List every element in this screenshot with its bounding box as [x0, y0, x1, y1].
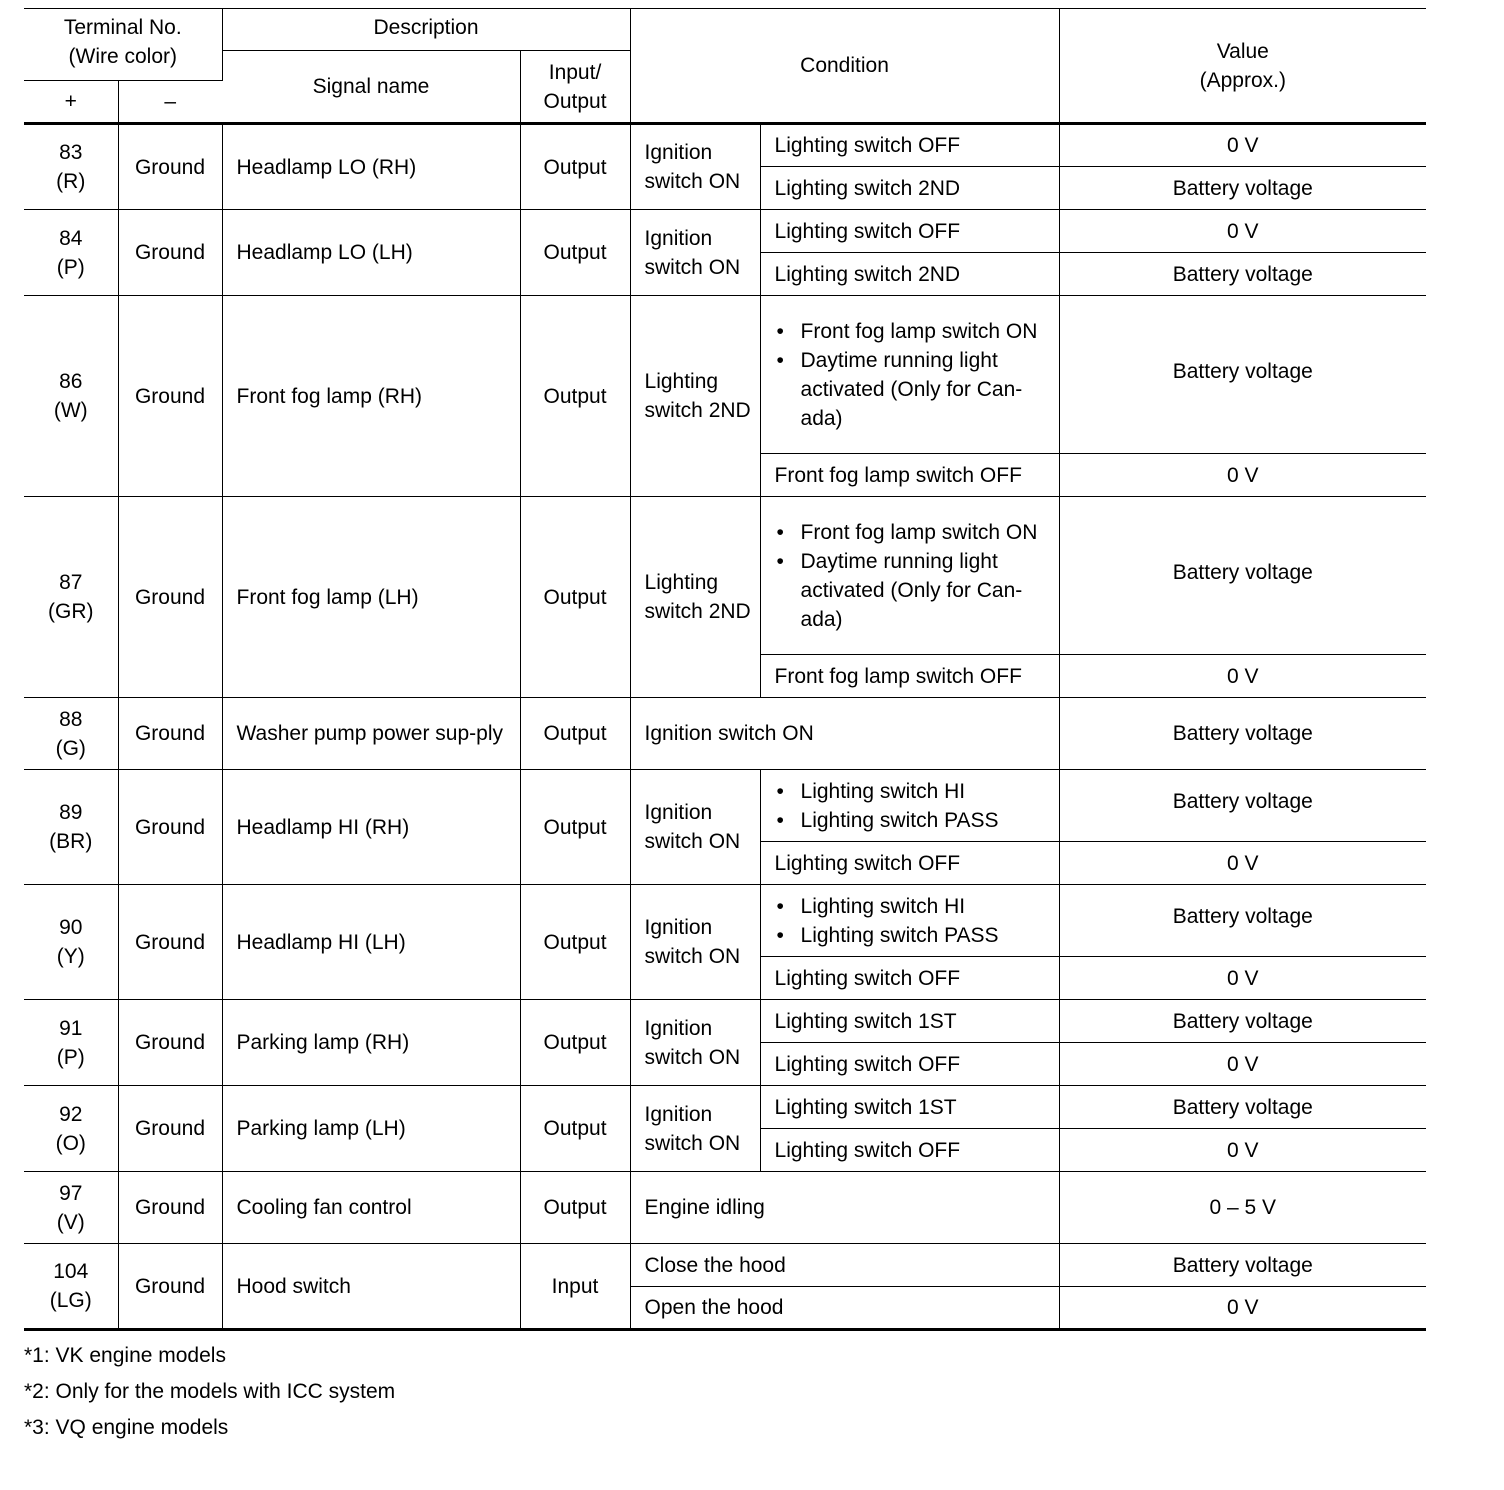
ground-cell: Ground — [118, 1244, 222, 1330]
condition-bullet-list — [763, 518, 1059, 634]
signal-name-cell: Headlamp LO (LH) — [222, 210, 520, 296]
condition-bullet-item: • Lighting switch PASS — [777, 806, 1059, 835]
ground-cell: Ground — [118, 770, 222, 885]
terminal-spec-table — [24, 8, 1426, 1331]
condition-sub-cell: Lighting switch OFF — [760, 957, 1059, 1000]
terminal-cell — [24, 885, 118, 1000]
io-cell: Input — [520, 1244, 630, 1330]
ground-cell: Ground — [118, 497, 222, 698]
condition-sub-cell — [760, 497, 1059, 655]
terminal-number: 104 — [53, 1260, 89, 1283]
value-cell: 0 V — [1059, 957, 1426, 1000]
header-value-label: Value — [1216, 39, 1269, 63]
signal-name-cell: Front fog lamp (RH) — [222, 296, 520, 497]
terminal-cell — [24, 698, 118, 770]
table-row — [24, 124, 1426, 167]
condition-sub-cell — [760, 296, 1059, 454]
terminal-cell — [24, 497, 118, 698]
terminal-number: 90 — [59, 916, 83, 939]
value-cell: Battery voltage — [1059, 770, 1426, 842]
condition-bullet-item: • Lighting switch HI — [777, 777, 1059, 806]
io-cell: Output — [520, 210, 630, 296]
condition-sub-cell: Lighting switch 2ND — [760, 253, 1059, 296]
footnote-3: *3: VQ engine models — [24, 1416, 229, 1439]
condition-sub-cell: Front fog lamp switch OFF — [760, 655, 1059, 698]
condition-sub-cell: Lighting switch 1ST — [760, 1000, 1059, 1043]
condition-bullet-item: • Lighting switch HI — [777, 892, 1059, 921]
value-cell: 0 V — [1059, 124, 1426, 167]
header-input-output: Input/ Output — [520, 51, 630, 124]
value-cell: 0 V — [1059, 1043, 1426, 1086]
io-cell: Output — [520, 296, 630, 497]
wire-color: (G) — [55, 736, 86, 760]
value-cell: 0 V — [1059, 1287, 1426, 1330]
condition-bullet-list — [763, 892, 1059, 950]
header-plus: + — [24, 81, 118, 124]
table-row — [24, 1000, 1426, 1043]
ground-cell: Ground — [118, 1172, 222, 1244]
io-cell: Output — [520, 885, 630, 1000]
value-cell: 0 V — [1059, 1129, 1426, 1172]
condition-bullet-item: • Front fog lamp switch ON — [777, 317, 1059, 346]
header-row-1 — [24, 9, 1426, 51]
condition-cell: Ignition switch ON — [630, 698, 1059, 770]
header-approx-label: (Approx.) — [1199, 68, 1286, 92]
ground-cell: Ground — [118, 296, 222, 497]
condition-sub-cell: Lighting switch OFF — [760, 842, 1059, 885]
table-row — [24, 497, 1426, 655]
terminal-number: 91 — [59, 1016, 83, 1040]
condition-sub-cell: Front fog lamp switch OFF — [760, 454, 1059, 497]
signal-name-cell: Headlamp HI (RH) — [222, 770, 520, 885]
wire-color: (P) — [56, 255, 85, 279]
table-row — [24, 770, 1426, 842]
io-cell: Output — [520, 698, 630, 770]
io-cell: Output — [520, 1000, 630, 1086]
table-body — [24, 9, 1426, 1330]
value-cell: Battery voltage — [1059, 885, 1426, 957]
value-cell: Battery voltage — [1059, 296, 1426, 454]
signal-name-cell: Hood switch — [222, 1244, 520, 1330]
ground-cell: Ground — [118, 210, 222, 296]
value-cell: 0 V — [1059, 454, 1426, 497]
table-row — [24, 885, 1426, 957]
condition-main-cell: Lighting switch 2ND — [630, 497, 760, 698]
condition-bullet-item: • Daytime running light activated (Only for Can-ada) — [777, 346, 1059, 433]
condition-sub-cell — [760, 770, 1059, 842]
table-row — [24, 210, 1426, 253]
condition-bullet-item: • Front fog lamp switch ON — [777, 518, 1059, 547]
ground-cell: Ground — [118, 885, 222, 1000]
condition-cell: Close the hood — [630, 1244, 1059, 1287]
value-cell: Battery voltage — [1059, 1086, 1426, 1129]
value-cell: 0 V — [1059, 210, 1426, 253]
terminal-number: 86 — [59, 370, 83, 393]
condition-cell: Engine idling — [630, 1172, 1059, 1244]
footnotes — [24, 1338, 395, 1446]
terminal-cell — [24, 1172, 118, 1244]
ground-cell: Ground — [118, 698, 222, 770]
wire-color: (W) — [53, 399, 88, 422]
value-cell: Battery voltage — [1059, 1244, 1426, 1287]
footnote-2: *2: Only for the models with ICC system — [24, 1380, 396, 1403]
terminal-number: 88 — [59, 707, 83, 731]
value-cell: Battery voltage — [1059, 698, 1426, 770]
condition-sub-cell: Lighting switch OFF — [760, 1129, 1059, 1172]
terminal-number: 87 — [59, 571, 83, 594]
condition-main-cell: Ignition switch ON — [630, 1000, 760, 1086]
terminal-cell — [24, 1000, 118, 1086]
condition-bullet-item: • Lighting switch PASS — [777, 921, 1059, 950]
condition-sub-cell — [760, 885, 1059, 957]
wire-color: (R) — [56, 170, 86, 193]
header-value — [1059, 9, 1426, 124]
wire-color: (V) — [56, 1210, 85, 1234]
terminal-cell — [24, 1244, 118, 1330]
value-cell: Battery voltage — [1059, 1000, 1426, 1043]
value-cell: 0 – 5 V — [1059, 1172, 1426, 1244]
table-row — [24, 1244, 1426, 1287]
header-terminal-no-label: Terminal No. — [63, 16, 182, 39]
table-row — [24, 1086, 1426, 1129]
condition-main-cell: Ignition switch ON — [630, 210, 760, 296]
terminal-number: 89 — [59, 801, 83, 824]
condition-main-cell: Ignition switch ON — [630, 885, 760, 1000]
signal-name-cell: Cooling fan control — [222, 1172, 520, 1244]
condition-sub-cell: Lighting switch 2ND — [760, 167, 1059, 210]
terminal-cell — [24, 1086, 118, 1172]
value-cell: 0 V — [1059, 842, 1426, 885]
condition-bullet-list — [763, 777, 1059, 835]
wire-color: (P) — [56, 1045, 85, 1069]
signal-name-cell: Front fog lamp (LH) — [222, 497, 520, 698]
signal-name-cell: Headlamp HI (LH) — [222, 885, 520, 1000]
ground-cell: Ground — [118, 1000, 222, 1086]
wire-color: (GR) — [48, 600, 94, 623]
condition-sub-cell: Lighting switch OFF — [760, 1043, 1059, 1086]
wire-color: (O) — [55, 1131, 86, 1155]
value-cell: Battery voltage — [1059, 253, 1426, 296]
wire-color: (BR) — [49, 830, 93, 853]
terminal-number: 92 — [59, 1102, 83, 1126]
table-row — [24, 1172, 1426, 1244]
condition-bullet-item: • Daytime running light activated (Only for Can-ada) — [777, 547, 1059, 634]
footnote-1: *1: VK engine models — [24, 1344, 226, 1367]
condition-sub-cell: Lighting switch OFF — [760, 124, 1059, 167]
header-minus: – — [118, 81, 222, 124]
condition-main-cell: Ignition switch ON — [630, 770, 760, 885]
signal-name-cell: Washer pump power sup-ply — [222, 698, 520, 770]
condition-main-cell: Ignition switch ON — [630, 1086, 760, 1172]
signal-name-cell: Parking lamp (LH) — [222, 1086, 520, 1172]
terminal-number: 97 — [59, 1181, 83, 1205]
terminal-cell — [24, 210, 118, 296]
header-condition: Condition — [630, 9, 1059, 124]
condition-cell: Open the hood — [630, 1287, 1059, 1330]
signal-name-cell: Headlamp LO (RH) — [222, 124, 520, 210]
wire-color: (Y) — [56, 945, 85, 968]
terminal-cell — [24, 124, 118, 210]
header-wire-color-label: (Wire color) — [68, 45, 177, 68]
terminal-cell — [24, 770, 118, 885]
table-row — [24, 698, 1426, 770]
io-cell: Output — [520, 770, 630, 885]
header-signal-name: Signal name — [222, 51, 520, 124]
terminal-number: 83 — [59, 141, 83, 164]
value-cell: 0 V — [1059, 655, 1426, 698]
header-description: Description — [222, 9, 630, 51]
condition-main-cell: Lighting switch 2ND — [630, 296, 760, 497]
io-cell: Output — [520, 124, 630, 210]
io-cell: Output — [520, 1172, 630, 1244]
condition-bullet-list — [763, 317, 1059, 433]
condition-sub-cell: Lighting switch OFF — [760, 210, 1059, 253]
signal-name-cell: Parking lamp (RH) — [222, 1000, 520, 1086]
condition-main-cell: Ignition switch ON — [630, 124, 760, 210]
condition-sub-cell: Lighting switch 1ST — [760, 1086, 1059, 1129]
ground-cell: Ground — [118, 1086, 222, 1172]
io-cell: Output — [520, 497, 630, 698]
wire-color: (LG) — [49, 1289, 92, 1312]
io-cell: Output — [520, 1086, 630, 1172]
terminal-cell — [24, 296, 118, 497]
table-row — [24, 296, 1426, 454]
value-cell: Battery voltage — [1059, 497, 1426, 655]
ground-cell: Ground — [118, 124, 222, 210]
terminal-number: 84 — [59, 226, 83, 250]
header-terminal-no — [24, 9, 222, 81]
value-cell: Battery voltage — [1059, 167, 1426, 210]
